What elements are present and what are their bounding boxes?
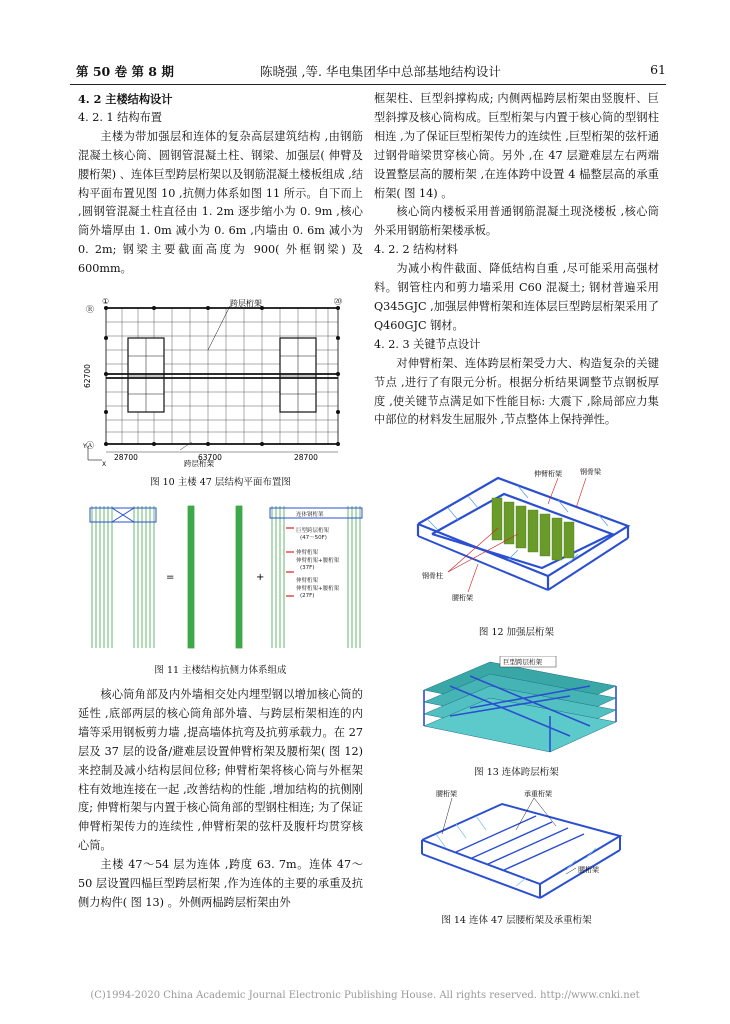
figure-14-caption: 图 14 连体 47 层腰桁架及承重桁架 bbox=[441, 915, 592, 926]
journal-volume: 第 50 卷 第 8 期 bbox=[76, 64, 174, 79]
figure-10 bbox=[80, 298, 365, 472]
label-belt-truss-right: 腰桁架 bbox=[578, 866, 599, 874]
label-steel-beam: 钢骨梁 bbox=[580, 468, 601, 476]
figure-13 bbox=[420, 656, 620, 760]
subsection-heading: 4. 2. 3 关键节点设计 bbox=[374, 337, 481, 351]
legend-item: (37F) bbox=[300, 565, 315, 571]
legend-item: 伸臂桁架 bbox=[296, 550, 319, 556]
figure-12-caption: 图 12 加强层桁架 bbox=[478, 627, 555, 638]
paragraph: 核心筒角部及内外墙相交处内埋型钢以增加核心筒的延性 ,底部两层的核心筒角部外墙、与跨层桁架相连的内墙等采用钢板剪力墙 ,提高墙体抗弯及抗剪承载力。在 27 层及 37 层的设备/避难层设置伸臂桁架及腰桁架( 图 12) 来控制及减小结构层间位移; 伸臂桁架将核心筒与外框架柱有效地连接在一起 ,改善结构的性能 ,增加结构的抗侧刚度; 伸臂桁架与内置于核心筒角部的型钢柱相连; 为了保证伸臂桁架传力的连续性 ,伸臂桁架的弦杆及腹杆均贯穿核心筒。 bbox=[78, 688, 363, 853]
section-heading: 4. 2 主楼结构设计 bbox=[78, 92, 173, 106]
label-mega-truss: 巨型跨层桁架 bbox=[503, 658, 542, 666]
label-belt-truss: 腰桁架 bbox=[452, 594, 473, 602]
paragraph: 为减小构件截面、降低结构自重 ,尽可能采用高强材料。钢管柱内和剪力墙采用 C60 混凝土; 钢材普遍采用 Q345GJC ,加强层伸臂桁架和连体层巨型跨层桁架采用了 Q460GJC 钢材。 bbox=[374, 262, 659, 332]
article-authors-title: 陈晓强 ,等. 华电集团华中总部基地结构设计 bbox=[260, 64, 501, 79]
paragraph: 核心筒内楼板采用普通钢筋混凝土现浇楼板 ,核心筒外采用钢筋桁架楼承板。 bbox=[374, 205, 659, 238]
lateral-system-diagram bbox=[86, 502, 366, 652]
paragraph: 主楼 47～54 层为连体 ,跨度 63. 7m。连体 47～50 层设置四榀巨型跨层桁架 ,作为连体的主要的承重及抗侧力构件( 图 13) 。外侧两榀跨层桁架由外 bbox=[78, 858, 363, 909]
label-bearing-truss: 承重桁架 bbox=[524, 790, 552, 798]
axis-y-label: Y bbox=[83, 443, 87, 450]
legend-item: 伸臂桁架+腰桁架 bbox=[296, 558, 340, 564]
paragraph: 主楼为带加强层和连体的复杂高层建筑结构 ,由钢筋混凝土核心筒、圆钢管混凝土柱、钢梁、加强层( 伸臂及腰桁架) 、连体巨型跨层桁架以及钢筋混凝土楼板组成 ,结构平面布置见图 10 ,抗侧力体系如图 11 所示。自下而上 ,圆钢管混凝土柱直径由 1. 2m 逐步缩小为 0. 9m ,核心筒外墙厚由 1. 0m 减小为 0. 6m ,内墙由 0. 6m 减小为 0. 2m; 钢梁主要截面高度为 900( 外框钢梁) 及 600mm。 bbox=[78, 129, 363, 276]
figure-12 bbox=[408, 464, 638, 618]
label-outrigger-truss: 伸臂桁架 bbox=[534, 470, 562, 478]
figure-14 bbox=[416, 786, 626, 908]
left-column-top bbox=[78, 90, 363, 279]
subsection-heading: 4. 2. 1 结构布置 bbox=[78, 110, 162, 124]
plus-sign: + bbox=[256, 572, 265, 583]
right-column-top bbox=[374, 90, 659, 430]
dim-bottom-2: 63700 bbox=[198, 453, 222, 462]
figure-11 bbox=[86, 502, 366, 656]
label-belt-truss-left: 腰桁架 bbox=[436, 790, 457, 798]
axis-label-top: Ⓡ bbox=[86, 305, 94, 314]
legend-item: (47～50F) bbox=[300, 535, 327, 541]
running-header bbox=[70, 62, 666, 80]
left-column-bottom bbox=[78, 686, 363, 913]
label-steel-column: 钢骨柱 bbox=[422, 572, 443, 580]
dim-bottom-3: 28700 bbox=[294, 453, 318, 462]
axis-label-bottom: Ⓐ bbox=[86, 441, 94, 450]
legend-item: 连体钢桁架 bbox=[296, 512, 324, 518]
legend-item: 伸臂桁架 bbox=[296, 578, 319, 584]
axis-label-right: ⑳ bbox=[334, 298, 342, 306]
truss-label: 跨层桁架 bbox=[230, 299, 262, 308]
figure-13-caption: 图 13 连体跨层桁架 bbox=[474, 767, 559, 778]
paragraph: 框架柱、巨型斜撑构成; 内侧两榀跨层桁架由竖腹杆、巨型斜撑及核心筒构成。巨型桁架与内置于核心筒的型钢柱相连 ,为了保证巨型桁架传力的连续性 ,巨型桁架的弦杆通过钢骨暗梁贯穿核心筒。另外 ,在 47 层避难层左右两端设置整层高的腰桁架 ,在连体跨中设置 4 榀整层高的承重桁架( 图 14) 。 bbox=[374, 92, 659, 200]
equals-sign: = bbox=[166, 572, 175, 583]
paragraph: 对伸臂桁架、连体跨层桁架受力大、构造复杂的关键节点 ,进行了有限元分析。根据分析结果调整节点钢板厚度 ,使关键节点满足如下性能目标: 大震下 ,除局部应力集中部位的材料发生屈服外 ,节点整体上保持弹性。 bbox=[374, 356, 659, 427]
subsection-heading: 4. 2. 2 结构材料 bbox=[374, 243, 458, 257]
span-truss-label: 跨层桁架 bbox=[184, 459, 214, 468]
connecting-truss-3d bbox=[420, 656, 620, 756]
axis-label-left: ① bbox=[102, 298, 110, 306]
legend-item: (27F) bbox=[300, 593, 315, 599]
axis-x-label: X bbox=[102, 461, 107, 468]
figure-11-caption: 图 11 主楼结构抗侧力体系组成 bbox=[154, 665, 287, 676]
legend-item: 伸臂桁架+腰桁架 bbox=[296, 586, 340, 592]
copyright-footer: (C)1994-2020 China Academic Journal Electronic Publishing House. All rights reserved. http://www.cnki.net bbox=[90, 990, 640, 1001]
page-number: 61 bbox=[650, 62, 666, 77]
figure-10-caption: 图 10 主楼 47 层结构平面布置图 bbox=[150, 477, 291, 488]
structural-plan bbox=[80, 298, 365, 468]
dim-left: 62700 bbox=[83, 364, 92, 388]
header-rule bbox=[70, 84, 666, 85]
dim-bottom-1: 28700 bbox=[114, 453, 138, 462]
belt-and-bearing-truss-3d bbox=[416, 786, 626, 904]
reinforcement-truss-3d bbox=[408, 464, 638, 614]
legend-item: 巨型跨层桁架 bbox=[296, 528, 330, 534]
